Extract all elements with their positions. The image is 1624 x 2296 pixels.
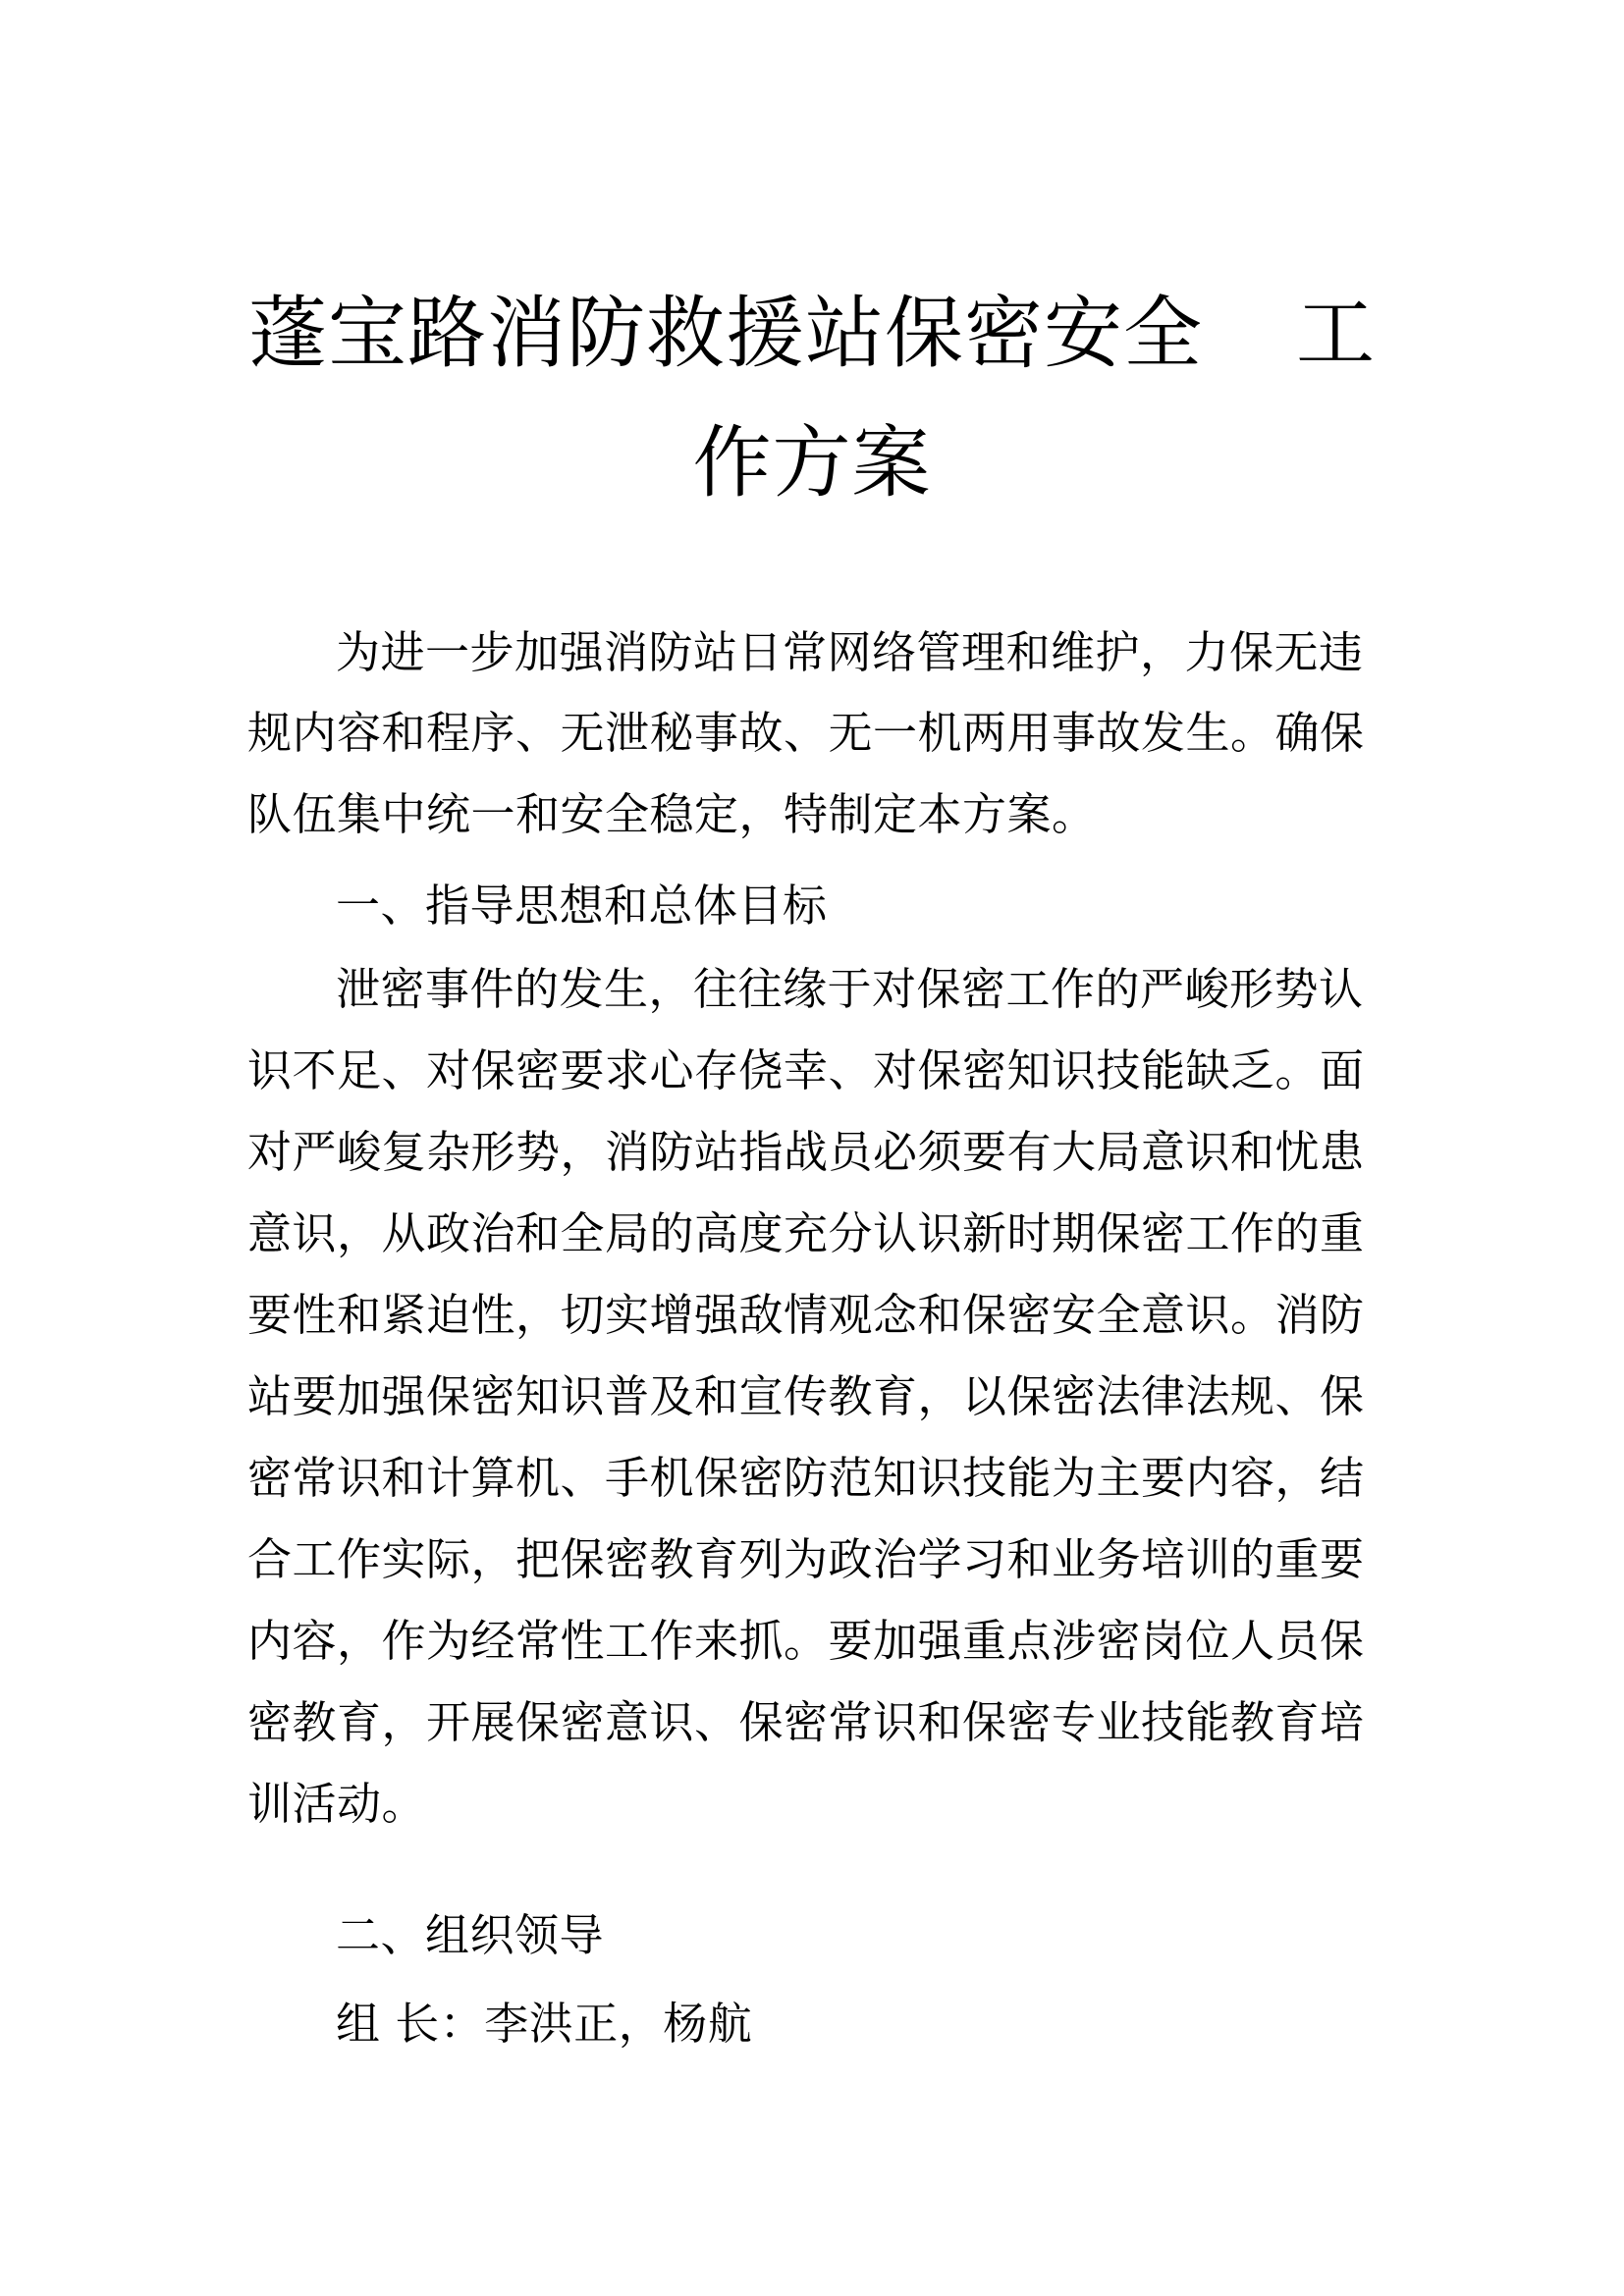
section-2-heading: 二、组织领导 <box>336 1909 605 1961</box>
section-1-line-11: 训活动。 <box>247 1778 427 1830</box>
section-1-line-9: 内容，作为经常性工作来抓。要加强重点涉密岗位人员保 <box>247 1615 1365 1667</box>
document-title-line-2: 作方案 <box>692 417 932 508</box>
section-1-line-4: 意识，从政治和全局的高度充分认识新时期保密工作的重 <box>247 1207 1365 1259</box>
section-1-line-2: 识不足、对保密要求心存侥幸、对保密知识技能缺乏。面 <box>247 1044 1365 1096</box>
title-part-1: 蓬宝路消防救援站保密安全 <box>248 288 1203 379</box>
title-part-2: 工 <box>1296 288 1376 379</box>
section-1-line-6: 站要加强保密知识普及和宣传教育，以保密法律法规、保 <box>247 1370 1365 1422</box>
group-leader-line: 组 长：李洪正，杨航 <box>336 1998 753 2050</box>
section-1-line-3: 对严峻复杂形势，消防站指战员必须要有大局意识和忧患 <box>247 1126 1365 1178</box>
intro-line-2: 规内容和程序、无泄秘事故、无一机两用事故发生。确保 <box>247 707 1365 759</box>
section-1-heading: 一、指导思想和总体目标 <box>336 880 828 932</box>
document-title-line-1 <box>0 285 1624 383</box>
section-1-line-10: 密教育，开展保密意识、保密常识和保密专业技能教育培 <box>247 1696 1365 1748</box>
intro-line-3: 队伍集中统一和安全稳定，特制定本方案。 <box>247 788 1097 840</box>
section-1-line-1: 泄密事件的发生，往往缘于对保密工作的严峻形势认 <box>336 963 1364 1015</box>
section-1-line-5: 要性和紧迫性，切实增强敌情观念和保密安全意识。消防 <box>247 1289 1365 1341</box>
section-1-line-7: 密常识和计算机、手机保密防范知识技能为主要内容，结 <box>247 1452 1365 1504</box>
section-1-line-8: 合工作实际，把保密教育列为政治学习和业务培训的重要 <box>247 1533 1365 1585</box>
intro-line-1: 为进一步加强消防站日常网络管理和维护，力保无违 <box>336 626 1364 678</box>
